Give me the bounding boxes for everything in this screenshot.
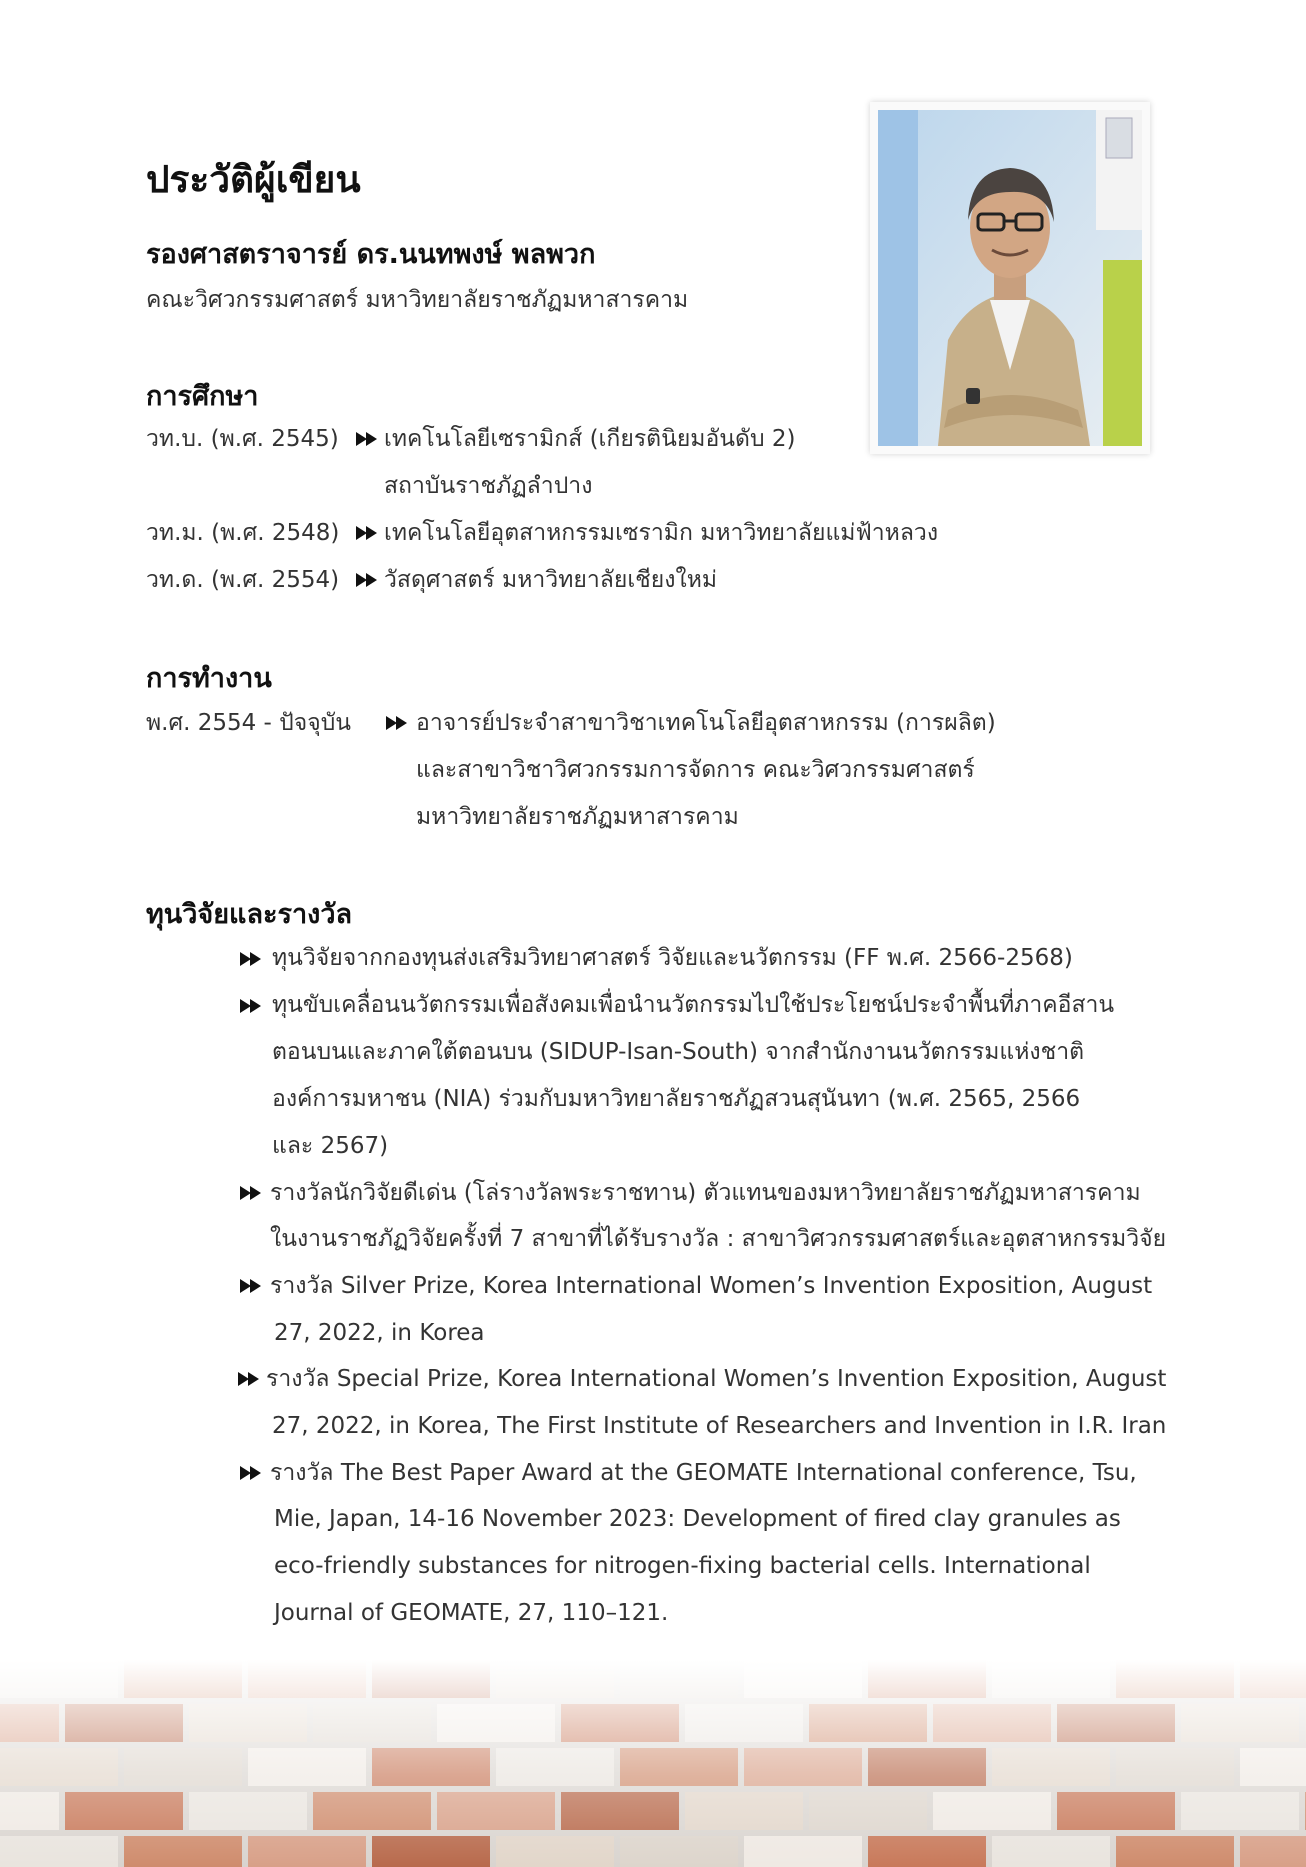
education-detail: สถาบันราชภัฏลำปาง: [384, 473, 593, 499]
double-arrow-bullet-icon: [240, 999, 262, 1013]
work-detail: อาจารย์ประจำสาขาวิชาเทคโนโลยีอุตสาหกรรม (การผลิต): [416, 710, 996, 736]
education-detail: เทคโนโลยีเซรามิกส์ (เกียรตินิยมอันดับ 2): [384, 426, 796, 452]
double-arrow-bullet-icon: [240, 952, 262, 966]
award-item: ทุนวิจัยจากกองทุนส่งเสริมวิทยาศาสตร์ วิจัยและนวัตกรรม (FF พ.ศ. 2566-2568): [272, 945, 1073, 971]
page-title: ประวัติผู้เขียน: [146, 158, 361, 201]
award-item: 27, 2022, in Korea: [274, 1320, 485, 1346]
award-item: 27, 2022, in Korea, The First Institute of Researchers and Invention in I.R. Iran: [272, 1413, 1167, 1439]
awards-heading: ทุนวิจัยและรางวัล: [146, 899, 353, 930]
award-item: ตอนบนและภาคใต้ตอนบน (SIDUP-Isan-South) จากสำนักงานนวัตกรรมแห่งชาติ: [272, 1039, 1085, 1065]
award-item: องค์การมหาชน (NIA) ร่วมกับมหาวิทยาลัยราชภัฏสวนสุนันทา (พ.ศ. 2565, 2566: [272, 1086, 1081, 1112]
award-item: ในงานราชภัฏวิจัยครั้งที่ 7 สาขาที่ได้รับรางวัล : สาขาวิศวกรรมศาสตร์และอุตสาหกรรมวิจัย: [270, 1226, 1167, 1252]
award-item: Journal of GEOMATE, 27, 110–121.: [274, 1600, 669, 1626]
award-item: Mie, Japan, 14-16 November 2023: Development of fired clay granules as: [274, 1506, 1121, 1532]
double-arrow-bullet-icon: [386, 716, 408, 730]
double-arrow-bullet-icon: [240, 1466, 262, 1480]
award-item: รางวัล Silver Prize, Korea International Women’s Invention Exposition, August: [270, 1273, 1153, 1299]
education-degree: วท.ม. (พ.ศ. 2548): [146, 520, 340, 546]
double-arrow-bullet-icon: [238, 1372, 260, 1386]
double-arrow-bullet-icon: [240, 1186, 262, 1200]
double-arrow-bullet-icon: [356, 432, 378, 446]
education-degree: วท.บ. (พ.ศ. 2545): [146, 426, 339, 452]
award-item: ทุนขับเคลื่อนนวัตกรรมเพื่อสังคมเพื่อนำนวัตกรรมไปใช้ประโยชน์ประจำพื้นที่ภาคอีสาน: [272, 992, 1115, 1018]
double-arrow-bullet-icon: [356, 573, 378, 587]
work-period: พ.ศ. 2554 - ปัจจุบัน: [146, 710, 352, 736]
brick-wall-decoration: [0, 1660, 1306, 1867]
education-heading: การศึกษา: [146, 381, 259, 412]
work-detail: มหาวิทยาลัยราชภัฏมหาสารคาม: [416, 804, 739, 830]
double-arrow-bullet-icon: [356, 526, 378, 540]
author-photo: [870, 102, 1150, 454]
author-name: รองศาสตราจารย์ ดร.นนทพงษ์ พลพวก: [146, 239, 596, 270]
education-detail: เทคโนโลยีอุตสาหกรรมเซรามิก มหาวิทยาลัยแม่ฟ้าหลวง: [384, 520, 939, 546]
award-item: และ 2567): [272, 1133, 389, 1159]
author-affiliation: คณะวิศวกรรมศาสตร์ มหาวิทยาลัยราชภัฏมหาสารคาม: [146, 287, 689, 313]
award-item: eco-friendly substances for nitrogen-fixing bacterial cells. International: [274, 1553, 1091, 1579]
work-heading: การทำงาน: [146, 663, 272, 694]
education-detail: วัสดุศาสตร์ มหาวิทยาลัยเชียงใหม่: [384, 567, 718, 593]
work-detail: และสาขาวิชาวิศวกรรมการจัดการ คณะวิศวกรรมศาสตร์: [416, 757, 975, 783]
award-item: รางวัล Special Prize, Korea International Women’s Invention Exposition, August: [266, 1366, 1167, 1392]
double-arrow-bullet-icon: [240, 1279, 262, 1293]
award-item: รางวัลนักวิจัยดีเด่น (โล่รางวัลพระราชทาน) ตัวแทนของมหาวิทยาลัยราชภัฏมหาสารคาม: [270, 1180, 1141, 1206]
education-degree: วท.ด. (พ.ศ. 2554): [146, 567, 340, 593]
award-item: รางวัล The Best Paper Award at the GEOMATE International conference, Tsu,: [270, 1460, 1137, 1486]
